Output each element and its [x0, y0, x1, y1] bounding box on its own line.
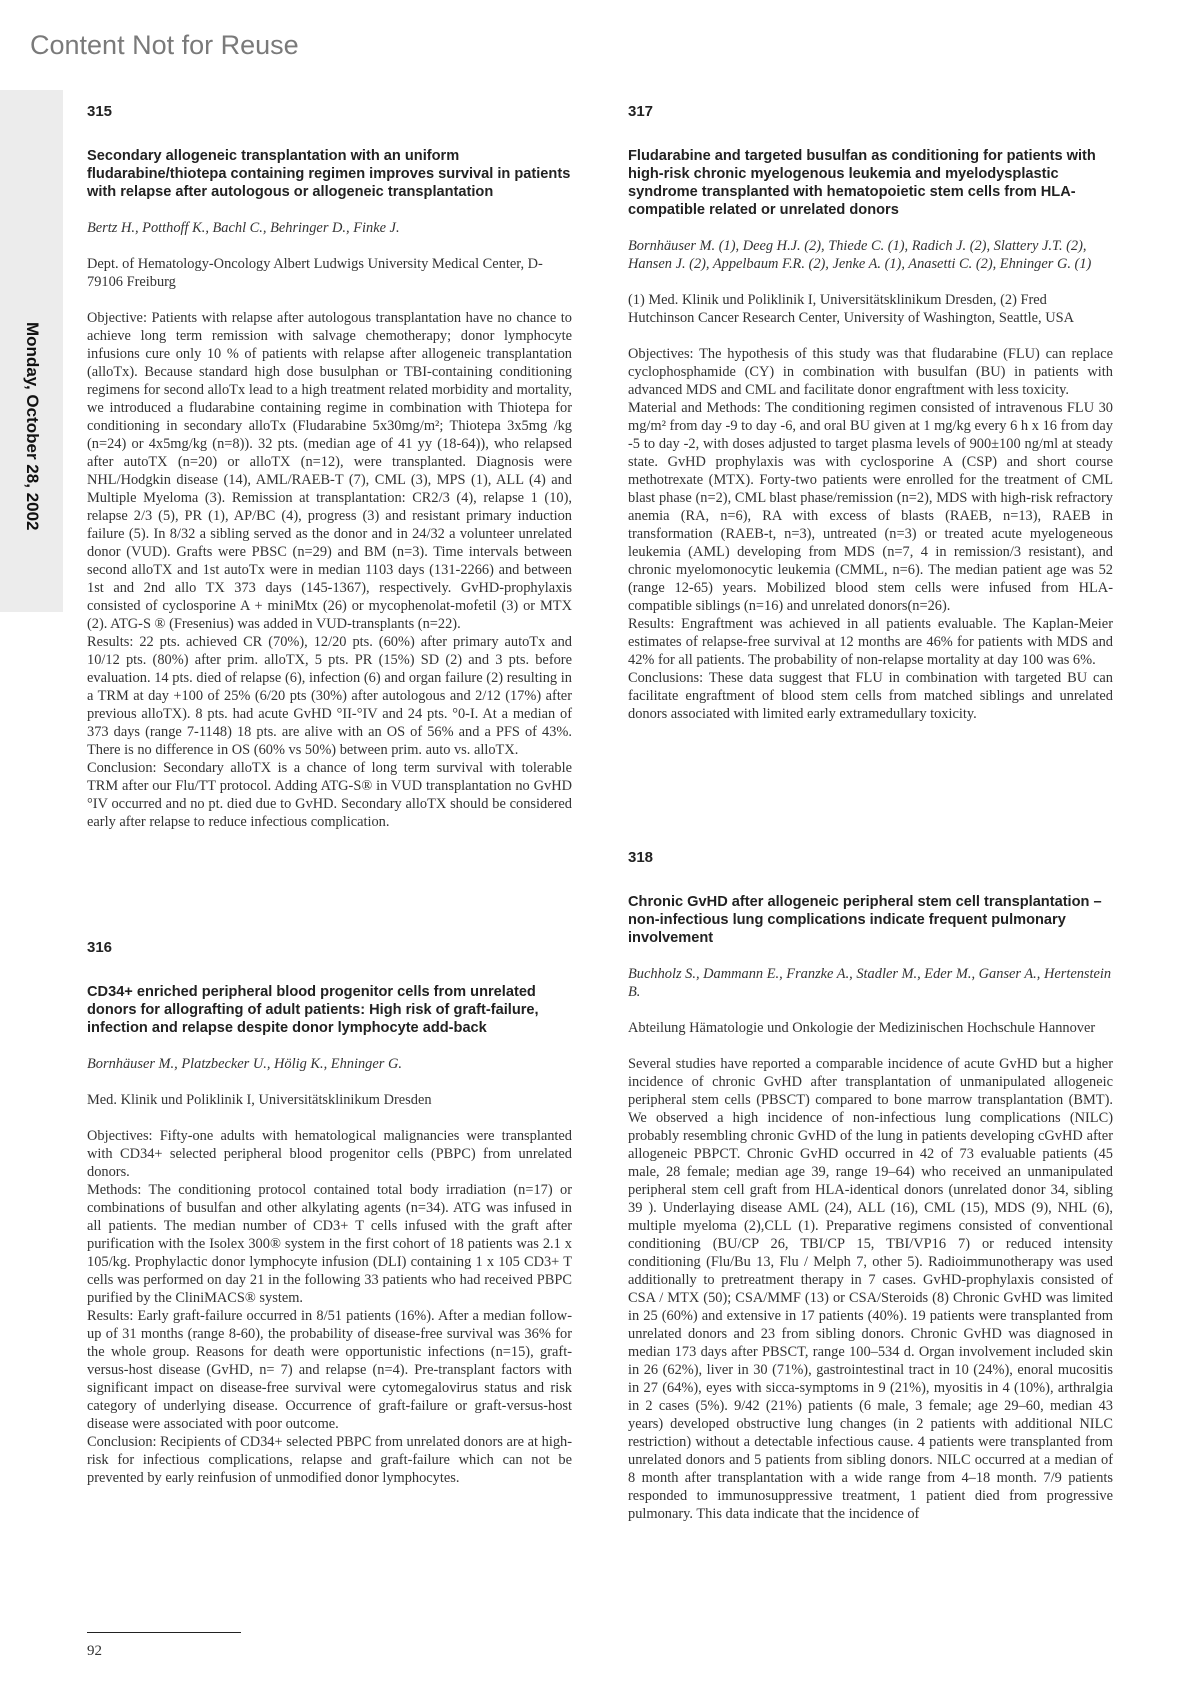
abstract-number: 318 — [628, 849, 654, 866]
abstract-title: Chronic GvHD after allogeneic peripheral stem cell transplantation – non-infectious lung complications indicate frequent pulmonary involvement — [628, 894, 1102, 946]
abstract-paragraph: Objectives: The hypothesis of this study was that fludarabine (FLU) can replace cyclophosphamide (CY) in combination with busulfan (BU) in patients with advanced MDS and CML and facilitate donor engraftment with less toxicity. — [628, 346, 1113, 398]
abstract-paragraph: Material and Methods: The conditioning regimen consisted of intravenous FLU 30 mg/m² from day -9 to day -6, and oral BU given at 1 mg/kg every 6 h x 16 from day -5 to day -2, with doses adjusted to target plasma levels of 900±100 ng/ml at steady state. GvHD prophylaxis was with cyclosporine A (CSP) and short course methotrexate (MTX). Forty-two patients were enrolled for the treatment of CML blast phase (n=2), CML blast phase/remission (n=2), MDS with high-risk refractory anemia (RA, n=6), RA with excess of blasts (RAEB, n=13), RAEB in transformation (RAEB-t, n=3), untreated (n=3) or treated acute myelogeneous leukemia (AML) developing from MDS (n=7, 4 in remission/3 resistant), and chronic myelomonocytic leukemia (CMML, n=6). The median patient age was 52 (range 12-65) years. Mobilized blood stem cells were infused from HLA-compatible siblings (n=16) and unrelated donors(n=26). — [628, 400, 1113, 614]
abstract-316 — [87, 939, 572, 1487]
page-number: 92 — [87, 1643, 102, 1659]
date-sidebar — [0, 90, 63, 612]
abstract-paragraph: Methods: The conditioning protocol contained total body irradiation (n=17) or combinations of busulfan and other alkylating agents (n=34). ATG was infused in all patients. The median number of CD3+ T cells infused with the graft after purification with the Isolex 300® system in the first cohort of 18 patients was 2.1 x 105/kg. Prophylactic donor lymphocyte infusion (DLI) containing 1 x 105 CD3+ T cells was performed on day 21 in the following 33 patients who had received PBPC purified by the CliniMACS® system. — [87, 1182, 572, 1306]
abstract-318 — [628, 849, 1113, 1523]
abstract-315 — [87, 103, 572, 831]
abstract-paragraph: Objectives: Fifty-one adults with hematological malignancies were transplanted with CD34+ selected peripheral blood progenitor cells (PBPC) from unrelated donors. — [87, 1128, 572, 1180]
abstract-paragraph: Results: Early graft-failure occurred in 8/51 patients (16%). After a median follow-up of 31 months (range 8-60), the probability of disease-free survival was 36% for the whole group. Reasons for death were opportunistic infections (n=15), graft-versus-host disease (GvHD, n= 7) and relapse (n=4). Pre-transplant factors with significant impact on disease-free survival were cytomegalovirus status and risk category of underlying disease. Occurrence of graft-failure or graft-versus-host disease were associated with poor outcome. — [87, 1308, 572, 1432]
abstract-authors: Bertz H., Potthoff K., Bachl C., Behringer D., Finke J. — [87, 220, 400, 236]
abstract-number: 315 — [87, 103, 113, 120]
abstract-authors: Bornhäuser M., Platzbecker U., Hölig K., Ehninger G. — [87, 1056, 402, 1072]
abstract-title: Secondary allogeneic transplantation with an uniform fludarabine/thiotepa containing regimen improves survival in patients with relapse after autologous or allogeneic transplantation — [87, 148, 571, 200]
footer-divider — [87, 1632, 241, 1633]
watermark: Content Not for Reuse — [30, 30, 299, 60]
abstract-paragraph: Results: 22 pts. achieved CR (70%), 12/20 pts. (60%) after primary autoTx and 10/12 pts. (80%) after prim. alloTX, 5 pts. PR (15%) SD (2) and 3 pts. before evaluation. 14 pts. died of relapse (6), infection (6) and organ failure (2) resulting in a TRM at day +100 of 25% (6/20 pts (30%) after autologous and 2/12 (17%) after previous alloTX). 8 pts. had acute GvHD °II-°IV and 24 pts. °0-I. At a median of 373 days (range 7-1148) 18 pts. are alive with an OS of 56% and a PFS of 43%. There is no difference in OS (60% vs 50%) between prim. auto vs. alloTX. — [87, 634, 572, 758]
sidebar-date: Monday, October 28, 2002 — [23, 322, 42, 531]
abstract-number: 317 — [628, 103, 654, 120]
abstract-affiliation: Abteilung Hämatologie und Onkologie der Medizinischen Hochschule Hannover — [628, 1020, 1096, 1036]
abstract-paragraph: Conclusions: These data suggest that FLU in combination with targeted BU can facilitate engraftment of blood stem cells from matched siblings and unrelated donors associated with limited early extramedullary toxicity. — [628, 670, 1113, 722]
abstract-number: 316 — [87, 939, 113, 956]
abstract-paragraph: Several studies have reported a comparable incidence of acute GvHD but a higher incidence of chronic GvHD after transplantation of unmanipulated allogeneic peripheral stem cells (PBSCT) compared to bone marrow transplantation (BMT). We observed a high incidence of non-infectious lung complications (NILC) probably resembling chronic GvHD of the lung in patients developing cGvHD after allogeneic PBPCT. Chronic GvHD occurred in 42 of 73 evaluable patients (45 male, 28 female; median age 39, range 19–64) who received an unmanipulated peripheral stem cell graft from HLA-identical donors (unrelated donor 34, sibling 39 ). Underlaying disease AML (24), ALL (16), CML (15), MDS (9), NHL (6), multiple myeloma (2),CLL (1). Preparative regimens consisted of conventional conditioning (BU/CP 26, TBI/CP 15, TBI/VP16 7) or reduced intensity conditioning (Flu/Bu 13, Flu / Melph 7, other 5). Radioimmunotherapy was used additionally to pretreatment therapy in 7 cases. GvHD-prophylaxis consisted of CSA / MTX (50); CSA/MMF (13) or CSA/Steroids (8) Chronic GvHD was limited in 25 (60%) and extensive in 17 patients (40%). 19 patients were transplanted from unrelated donors and 23 from sibling donors. Chronic GvHD was diagnosed in median 173 days after PBSCT, range 100–534 d. Organ involvement included skin in 26 (62%), liver in 30 (71%), gastrointestinal tract in 10 (24%), enoral mucositis in 27 (64%), eyes with sicca-symptoms in 9 (21%), myositis in 4 (10%), arthralgia in 2 cases (5%). 9/42 (21%) patients (6 male, 3 female; age 29–60, median 43 years) developed obstructive lung changes (in 2 patients with additional NILC restriction) without a detectable infectious cause. 4 patients were transplanted from unrelated donors and 5 patients from sibling donors. NILC occurred at a median of 8 month after transplantation with a wide range from 4–18 month. 7/9 patients responded to immunosuppressive treatment, 1 patient died from progressive pulmonary. This data indicate that the incidence of — [628, 1056, 1113, 1522]
abstract-paragraph: Results: Engraftment was achieved in all patients evaluable. The Kaplan-Meier estimates of relapse-free survival at 12 months are 46% for patients with MDS and 42% for all patients. The probability of non-relapse mortality at day 100 was 6%. — [628, 616, 1113, 668]
abstract-affiliation: Dept. of Hematology-Oncology Albert Ludwigs University Medical Center, D-79106 Freiburg — [87, 256, 543, 290]
abstract-affiliation: (1) Med. Klinik und Poliklinik I, Universitätsklinikum Dresden, (2) Fred Hutchinson Cancer Research Center, University of Washington, Seattle, USA — [628, 292, 1075, 326]
abstract-affiliation: Med. Klinik und Poliklinik I, Universitätsklinikum Dresden — [87, 1092, 432, 1108]
abstract-paragraph: Conclusion: Secondary alloTX is a chance of long term survival with tolerable TRM after our Flu/TT protocol. Adding ATG-S® in VUD transplantation no GvHD °IV occurred and no pt. died due to GvHD. Secondary alloTX should be considered early after relapse to reduce infectious complication. — [87, 760, 572, 830]
abstract-317 — [628, 103, 1113, 723]
abstract-paragraph: Conclusion: Recipients of CD34+ selected PBPC from unrelated donors are at high-risk for infectious complications, relapse and graft-failure which can not be prevented by early reinfusion of unmodified donor lymphocytes. — [87, 1434, 572, 1486]
abstract-paragraph: Objective: Patients with relapse after autologous transplantation have no chance to achieve long term remission with salvage chemotherapy; donor lymphocyte infusions cure only 10 % of patients with relapse after allogeneic transplantation (alloTx). Because standard high dose busulphan or TBI-containing conditioning regimens for second alloTx lead to a high treatment related morbidity and mortality, we introduced a fludarabine containing regime in combination with Thiotepa for conditioning in secondary alloTx (Fludarabine 5x30mg/m²; Thiotepa 3x5mg /kg (n=24) or 4x5mg/kg (n=8)). 32 pts. (median age of 41 yy (18-64)), who relapsed after autoTX (n=20) or alloTX (n=12), were transplanted. Diagnosis were NHL/Hodgkin disease (14), AML/RAEB-T (7), CML (3), MPS (1), ALL (4) and Multiple Myeloma (3). Remission at transplantation: CR2/3 (4), relapse 1 (10), relapse 2/3 (5), PR (1), AP/BC (4), progress (3) and resistant primary induction failure (5). In 8/32 a sibling served as the donor and in 24/32 a volunteer unrelated donor (VUD). Grafts were PBSC (n=29) and BM (n=3). Time intervals between second alloTX and 1st autoTx were in median 1103 days (131-2266) and between 1st and 2nd allo TX 373 days (145-1367), respectively. GvHD-prophylaxis consisted of cyclosporine A + miniMtx (26) or mycophenolat-mofetil (3) or MTX (2). ATG-S ® (Fresenius) was added in VUD-transplants (n=22). — [87, 310, 572, 632]
abstract-title: CD34+ enriched peripheral blood progenitor cells from unrelated donors for allografting of adult patients: High risk of graft-failure, infection and relapse despite donor lymphocyte add-back — [87, 984, 539, 1036]
abstract-authors: Buchholz S., Dammann E., Franzke A., Stadler M., Eder M., Ganser A., Hertenstein B. — [628, 966, 1112, 1000]
abstract-authors: Bornhäuser M. (1), Deeg H.J. (2), Thiede C. (1), Radich J. (2), Slattery J.T. (2), Hansen J. (2), Appelbaum F.R. (2), Jenke A. (1), Anasetti C. (2), Ehninger G. (1) — [628, 238, 1092, 272]
abstract-title: Fludarabine and targeted busulfan as conditioning for patients with high-risk chronic myelogenous leukemia and myelodysplastic syndrome transplanted with hematopoietic stem cells from HLA-compatible related or unrelated donors — [628, 148, 1096, 218]
